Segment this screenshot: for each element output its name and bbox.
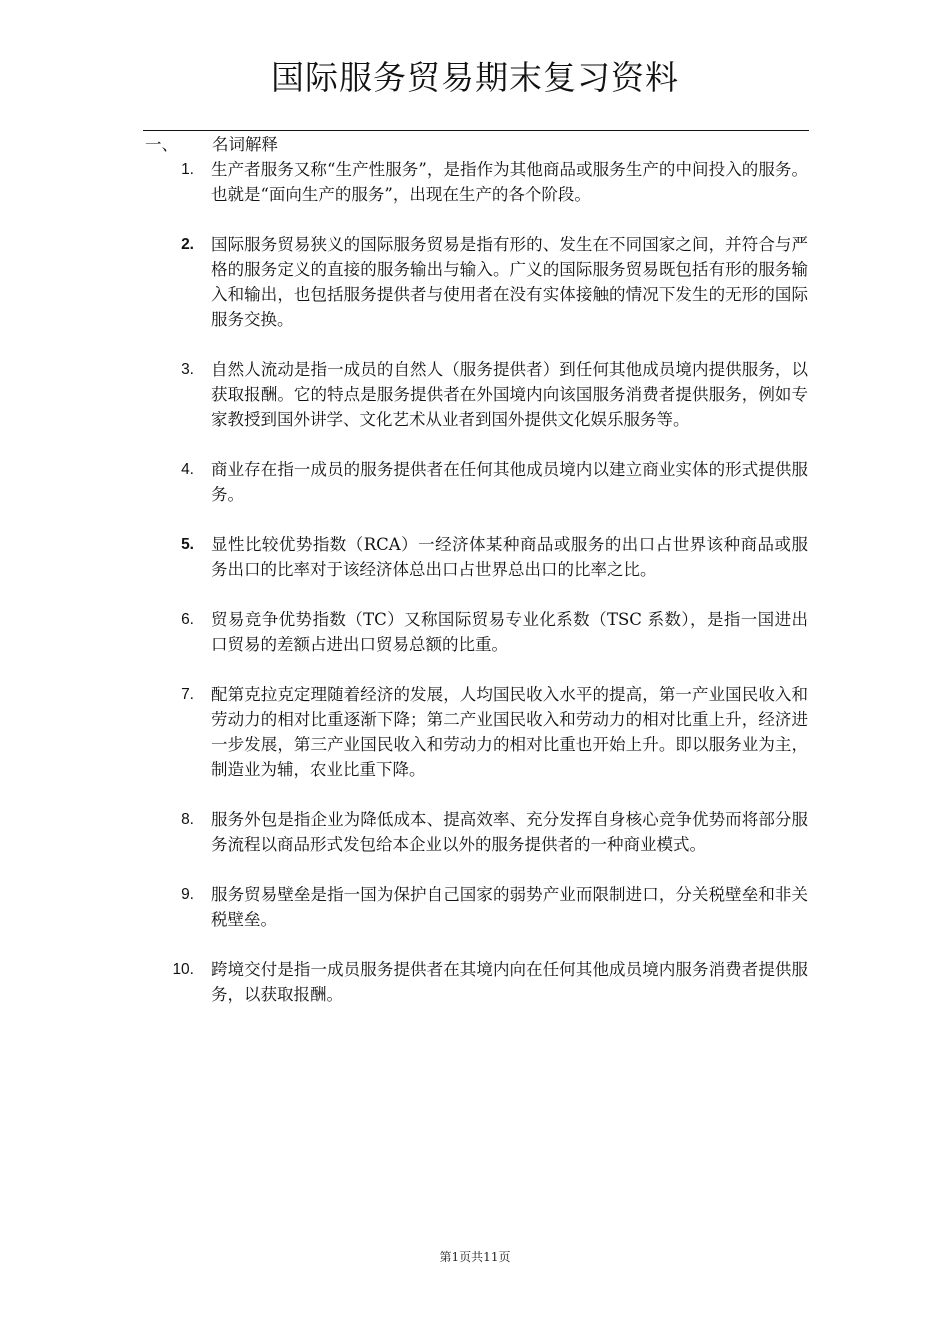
list-item: [0, 957, 950, 1007]
list-item: [0, 457, 950, 507]
section-label: 名词解释: [212, 135, 278, 154]
item-number: 4.: [181, 461, 194, 478]
item-number: 10.: [172, 961, 194, 978]
list-item: [0, 232, 950, 332]
item-text: 生产者服务又称“生产性服务”，是指作为其他商品或服务生产的中间投入的服务。也就是“面向生产的服务”，出现在生产的各个阶段。: [211, 160, 808, 204]
item-text: 服务外包是指企业为降低成本、提高效率、充分发挥自身核心竞争优势而将部分服务流程以商品形式发包给本企业以外的服务提供者的一种商业模式。: [211, 810, 808, 854]
list-item: [0, 532, 950, 582]
document-title: 国际服务贸易期末复习资料: [271, 58, 679, 97]
list-item: [0, 607, 950, 657]
item-number: 1.: [181, 161, 194, 178]
list-item: [0, 357, 950, 432]
item-text: 显性比较优势指数（RCA）一经济体某种商品或服务的出口占世界该种商品或服务出口的比率对于该经济体总出口占世界总出口的比率之比。: [211, 535, 808, 579]
item-text: 跨境交付是指一成员服务提供者在其境内向在任何其他成员境内服务消费者提供服务，以获取报酬。: [211, 960, 808, 1004]
item-text: 国际服务贸易狭义的国际服务贸易是指有形的、发生在不同国家之间，并符合与严格的服务定义的直接的服务输出与输入。广义的国际服务贸易既包括有形的服务输入和输出，也包括服务提供者与使用者在没有实体接触的情况下发生的无形的国际服务交换。: [211, 235, 808, 329]
list-item: [0, 682, 950, 782]
item-text: 商业存在指一成员的服务提供者在任何其他成员境内以建立商业实体的形式提供服务。: [211, 460, 808, 504]
definition-list: [0, 157, 950, 1032]
list-item: [0, 882, 950, 932]
page-footer: 第1页共11页: [439, 1250, 511, 1264]
title-divider: [143, 130, 809, 131]
item-text: 自然人流动是指一成员的自然人（服务提供者）到任何其他成员境内提供服务，以获取报酬。它的特点是服务提供者在外国境内向该国服务消费者提供服务，例如专家教授到国外讲学、文化艺术从业者到国外提供文化娱乐服务等。: [211, 360, 808, 429]
item-number: 6.: [181, 611, 194, 628]
list-item: [0, 807, 950, 857]
item-number: 3.: [181, 361, 194, 378]
item-text: 贸易竞争优势指数（TC）又称国际贸易专业化系数（TSC 系数），是指一国进出口贸易的差额占进出口贸易总额的比重。: [211, 610, 808, 654]
item-number: 9.: [181, 886, 194, 903]
item-number: 8.: [181, 811, 194, 828]
item-number: 7.: [181, 686, 194, 703]
list-item: [0, 157, 950, 207]
item-number: 2.: [181, 236, 194, 253]
item-number: 5.: [181, 536, 194, 553]
item-text: 服务贸易壁垒是指一国为保护自己国家的弱势产业而限制进口，分关税壁垒和非关税壁垒。: [211, 885, 808, 929]
item-text: 配第克拉克定理随着经济的发展，人均国民收入水平的提高，第一产业国民收入和劳动力的相对比重逐渐下降；第二产业国民收入和劳动力的相对比重上升，经济进一步发展，第三产业国民收入和劳动力的相对比重也开始上升。即以服务业为主，制造业为辅，农业比重下降。: [211, 685, 808, 779]
section-number: 一、: [145, 135, 178, 154]
